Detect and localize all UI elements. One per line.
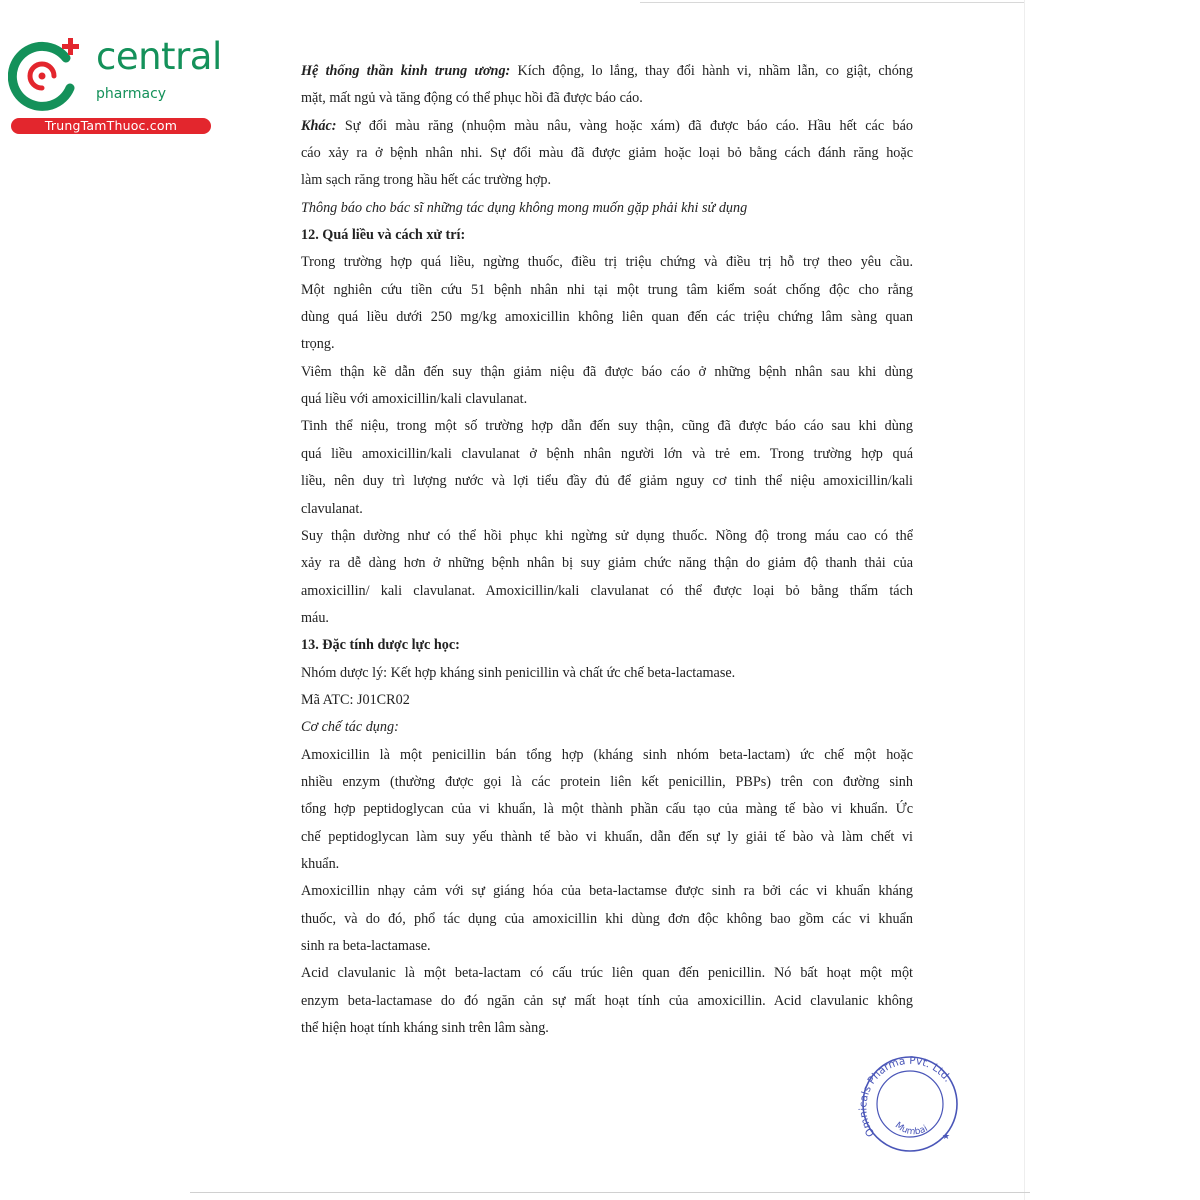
renal-paragraph-line: Suy thận dường như có thể hồi phục khi ngừng sử dụng thuốc. Nồng độ trong máu cao có thể	[301, 527, 913, 544]
logo-website-banner[interactable]: TrungTamThuoc.com	[11, 118, 211, 134]
logo-subtitle: pharmacy	[96, 86, 167, 102]
betalactamase-paragraph-line: thuốc, và do đó, phổ tác dụng của amoxicillin khi dùng đơn độc không bao gồm các vi khuẩn	[301, 910, 913, 927]
stamp-city: Mumbai	[892, 1120, 930, 1138]
central-pharmacy-logo[interactable]	[8, 35, 222, 136]
other-label: Khác:	[301, 117, 337, 134]
crystalluria-paragraph-line: clavulanat.	[301, 500, 363, 517]
scan-edge-top	[640, 2, 1025, 3]
mechanism-paragraph-line: Amoxicillin là một penicillin bán tổng hợp (kháng sinh nhóm beta-lactam) ức chế một hoặc	[301, 746, 913, 763]
other-paragraph-line: làm sạch răng trong hầu hết các trường hợp.	[301, 172, 552, 189]
clavulanic-paragraph-line: enzym beta-lactamase do đó ngăn cản sự mất hoạt tính của amoxicillin. Acid clavulanic không	[301, 992, 913, 1009]
cns-paragraph-line: Hệ thống thần kinh trung ương: Kích động, lo lắng, thay đổi hành vi, nhầm lẫn, co giật, chóng	[301, 63, 913, 79]
heading-pharmacodynamics: 13. Đặc tính dược lực học:	[301, 637, 460, 654]
overdose-paragraph-line: Trong trường hợp quá liều, ngừng thuốc, điều trị triệu chứng và điều trị hỗ trợ theo yêu cầu.	[301, 254, 913, 271]
stamp-star-icon: ★	[942, 1132, 951, 1142]
mechanism-paragraph-line: tổng hợp peptidoglycan của vi khuẩn, là một thành phần cấu tạo của màng tế bào vi khuẩn. Ức	[301, 801, 913, 818]
mechanism-paragraph-line: nhiều enzym (thường được gọi là các protein liên kết penicillin, PBPs) trên con đường sinh	[301, 773, 913, 790]
mechanism-subheading: Cơ chế tác dụng:	[301, 719, 399, 736]
betalactamase-paragraph-line: sinh ra beta-lactamase.	[301, 938, 431, 954]
stamp-company-name: Omnicals Pharma Pvt. Ltd.	[857, 1056, 954, 1139]
nephritis-paragraph-line: quá liều với amoxicillin/kali clavulanat.	[301, 391, 528, 408]
mechanism-paragraph-line: khuẩn.	[301, 855, 340, 872]
document-page	[301, 58, 913, 1042]
clavulanic-paragraph-line: thể hiện hoạt tính kháng sinh trên lâm sàng.	[301, 1020, 549, 1037]
crystalluria-paragraph-line: Tinh thể niệu, trong một số trường hợp dẫn đến suy thận, cũng đã được báo cáo sau khi dùng	[301, 418, 913, 435]
overdose-paragraph-line: trọng.	[301, 336, 335, 353]
renal-paragraph-line: máu.	[301, 609, 329, 626]
overdose-paragraph-line: dùng quá liều dưới 250 mg/kg amoxicillin không liên quan đến các triệu chứng lâm sàng quan	[301, 309, 913, 326]
cns-paragraph-line: mặt, mất ngủ và tăng động có thể phục hồi đã được báo cáo.	[301, 90, 643, 107]
company-stamp	[853, 1056, 968, 1156]
logo-wordmark: central	[96, 35, 222, 78]
central-logo-mark-icon	[8, 36, 94, 116]
mechanism-paragraph-line: chế peptidoglycan làm suy yếu thành tế bào vi khuẩn, dẫn đến sự ly giải tế bào và làm chết vi	[301, 828, 913, 845]
heading-overdose: 12. Quá liều và cách xử trí:	[301, 227, 466, 244]
crystalluria-paragraph-line: quá liều amoxicillin/kali clavulanat ở bệnh nhân người lớn và trẻ em. Trong trường hợp quá	[301, 445, 913, 462]
nephritis-paragraph-line: Viêm thận kẽ dẫn đến suy thận giảm niệu đã được báo cáo ở những bệnh nhân sau khi dùng	[301, 363, 913, 380]
renal-paragraph-line: xảy ra dễ dàng hơn ở những bệnh nhân bị suy giảm chức năng thận do giảm độ thanh thải của	[301, 555, 913, 572]
clavulanic-paragraph-line: Acid clavulanic là một beta-lactam có cấu trúc liên quan đến penicillin. Nó bất hoạt một một	[301, 965, 913, 982]
scan-edge-right	[1024, 0, 1025, 1200]
other-paragraph-line: Khác: Sự đổi màu răng (nhuộm màu nâu, vàng hoặc xám) đã được báo cáo. Hầu hết các báo	[301, 117, 913, 134]
cns-label: Hệ thống thần kinh trung ương:	[301, 63, 511, 79]
scan-edge-bottom	[190, 1192, 1030, 1193]
crystalluria-paragraph-line: liều, nên duy trì lượng nước và lợi tiểu đầy đủ để giảm nguy cơ tinh thể niệu amoxicillin/kali	[301, 473, 913, 490]
renal-paragraph-line: amoxicillin/ kali clavulanat. Amoxicillin/kali clavulanat có thể được loại bỏ bằng thẩm tách	[301, 582, 913, 599]
notice-text: Thông báo cho bác sĩ những tác dụng không mong muốn gặp phải khi sử dụng	[301, 199, 748, 216]
pharmacologic-group: Nhóm dược lý: Kết hợp kháng sinh penicillin và chất ức chế beta-lactamase.	[301, 664, 736, 681]
other-paragraph-line: cáo xảy ra ở bệnh nhân nhi. Sự đổi màu đã được giảm hoặc loại bỏ bằng cách đánh răng hoặc	[301, 145, 913, 162]
betalactamase-paragraph-line: Amoxicillin nhạy cảm với sự giáng hóa của beta-lactamse được sinh ra bởi các vi khuẩn kháng	[301, 883, 913, 900]
overdose-paragraph-line: Một nghiên cứu tiền cứu 51 bệnh nhân nhi tại một trung tâm kiểm soát chống độc cho rằng	[301, 281, 913, 298]
atc-code: Mã ATC: J01CR02	[301, 691, 410, 708]
